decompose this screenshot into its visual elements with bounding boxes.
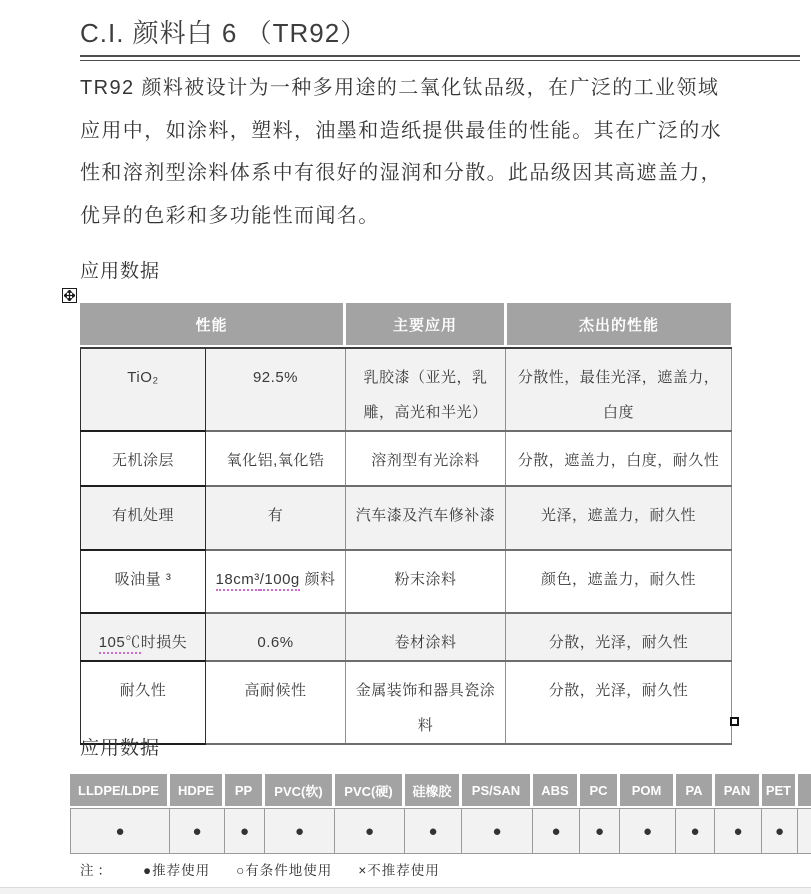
column-header: PVC(软) <box>265 774 335 808</box>
intro-line: 优异的色彩和多功能性而闻名。 <box>80 204 380 227</box>
column-header: PA <box>676 774 715 808</box>
polymer-column <box>462 774 533 854</box>
table-cell: 0.6% <box>206 613 346 661</box>
table-cell: 耐久性 <box>81 661 206 744</box>
table-resize-handle[interactable] <box>730 717 739 726</box>
table-cell: 汽车漆及汽车修补漆 <box>346 486 506 550</box>
table-cell: 无机涂层 <box>81 431 206 486</box>
polymer-suitability-table <box>70 774 811 854</box>
column-header-partial <box>798 774 811 808</box>
suitability-mark: ● <box>265 808 335 854</box>
column-header: PAN <box>715 774 762 808</box>
table-move-handle[interactable] <box>62 288 77 303</box>
column-header: PP <box>225 774 265 808</box>
table-row <box>81 348 732 431</box>
table-row <box>81 613 732 661</box>
intro-line: 性和溶剂型涂料体系中有很好的湿润和分散。此品级因其高遮盖力， <box>80 162 722 184</box>
column-header: HDPE <box>170 774 225 808</box>
column-header: PVC(硬) <box>335 774 405 808</box>
polymer-column-partial <box>798 774 811 854</box>
table-cell: 粉末涂料 <box>346 550 506 613</box>
column-header: LLDPE/LDPE <box>70 774 170 808</box>
suitability-cell-partial <box>798 808 811 854</box>
table-cell: 分散性，最佳光泽，遮盖力，白度 <box>506 348 732 431</box>
suitability-mark: ● <box>580 808 620 854</box>
table-row <box>81 486 732 550</box>
title-underline <box>80 55 800 61</box>
suitability-mark: ● <box>533 808 580 854</box>
suitability-mark: ● <box>762 808 798 854</box>
suitability-mark: ● <box>405 808 462 854</box>
legend-note <box>80 859 466 879</box>
spellcheck-underlined-text: 105℃ <box>99 634 141 654</box>
table-move-icon <box>64 290 75 301</box>
suitability-mark: ● <box>620 808 676 854</box>
legend-item-not-recommended: ×不推荐使用 <box>358 863 440 878</box>
polymer-column <box>676 774 715 854</box>
column-header: PS/SAN <box>462 774 533 808</box>
page-title: C.I. 颜料白 6 （TR92） <box>80 18 368 48</box>
suitability-mark: ● <box>335 808 405 854</box>
polymer-column <box>405 774 462 854</box>
properties-table <box>80 347 732 745</box>
spellcheck-underlined-text: /100g <box>260 571 300 591</box>
table-cell-text: 时损失 <box>140 634 188 651</box>
table-cell: 高耐候性 <box>206 661 346 744</box>
column-header: ABS <box>533 774 580 808</box>
table-cell: 92.5% <box>206 348 346 431</box>
legend-item-conditional: ○有条件地使用 <box>236 863 333 878</box>
suitability-mark: ● <box>70 808 170 854</box>
polymer-column <box>620 774 676 854</box>
suitability-mark: ● <box>170 808 225 854</box>
table-cell: 分散，光泽，耐久性 <box>506 613 732 661</box>
note-label: 注： <box>80 863 115 878</box>
table-cell: 氧化铝,氧化锆 <box>206 431 346 486</box>
spellcheck-underlined-text: 18cm³ <box>216 571 260 591</box>
column-header: PET <box>762 774 798 808</box>
table-cell-text: 颜料 <box>299 571 336 588</box>
polymer-column <box>265 774 335 854</box>
table-cell: 卷材涂料 <box>346 613 506 661</box>
header-cell-property: 性能 <box>80 303 343 345</box>
table-cell: 吸油量 ³ <box>81 550 206 613</box>
table-cell <box>206 550 346 613</box>
intro-line: TR92 颜料被设计为一种多用途的二氧化钛品级，在广泛的工业领域 <box>80 77 720 99</box>
legend-item-recommended: ●推荐使用 <box>143 863 211 878</box>
intro-line: 应用中，如涂料，塑料，油墨和造纸提供最佳的性能。其在广泛的水 <box>80 119 722 142</box>
section-heading-application-data-2: 应用数据 <box>80 738 161 759</box>
polymer-column <box>335 774 405 854</box>
suitability-mark: ● <box>676 808 715 854</box>
column-header: 硅橡胶 <box>405 774 462 808</box>
polymer-column <box>580 774 620 854</box>
table-cell: 有机处理 <box>81 486 206 550</box>
suitability-mark: ● <box>462 808 533 854</box>
column-header: PC <box>580 774 620 808</box>
polymer-column <box>170 774 225 854</box>
table-cell: 颜色，遮盖力，耐久性 <box>506 550 732 613</box>
polymer-column <box>225 774 265 854</box>
table-cell: TiO₂ <box>81 348 206 431</box>
table-cell: 溶剂型有光涂料 <box>346 431 506 486</box>
section-heading-application-data-1: 应用数据 <box>80 261 161 282</box>
intro-paragraph <box>80 67 740 237</box>
suitability-mark: ● <box>225 808 265 854</box>
table-row <box>81 661 732 744</box>
header-cell-main-application: 主要应用 <box>346 303 504 345</box>
table-row <box>81 431 732 486</box>
table-cell: 金属装饰和器具瓷涂料 <box>346 661 506 744</box>
table-cell: 乳胶漆（亚光，乳雕，高光和半光） <box>346 348 506 431</box>
polymer-column <box>70 774 170 854</box>
suitability-mark: ● <box>715 808 762 854</box>
table-cell <box>81 613 206 661</box>
properties-table-header <box>80 303 731 345</box>
table-row <box>81 550 732 613</box>
header-cell-outstanding-performance: 杰出的性能 <box>507 303 731 345</box>
table-cell: 光泽，遮盖力，耐久性 <box>506 486 732 550</box>
polymer-column <box>533 774 580 854</box>
table-cell: 分散，遮盖力，白度，耐久性 <box>506 431 732 486</box>
table-cell: 有 <box>206 486 346 550</box>
page-bottom-edge <box>0 887 811 894</box>
polymer-column <box>762 774 798 854</box>
column-header: POM <box>620 774 676 808</box>
polymer-column <box>715 774 762 854</box>
table-cell: 分散，光泽，耐久性 <box>506 661 732 744</box>
